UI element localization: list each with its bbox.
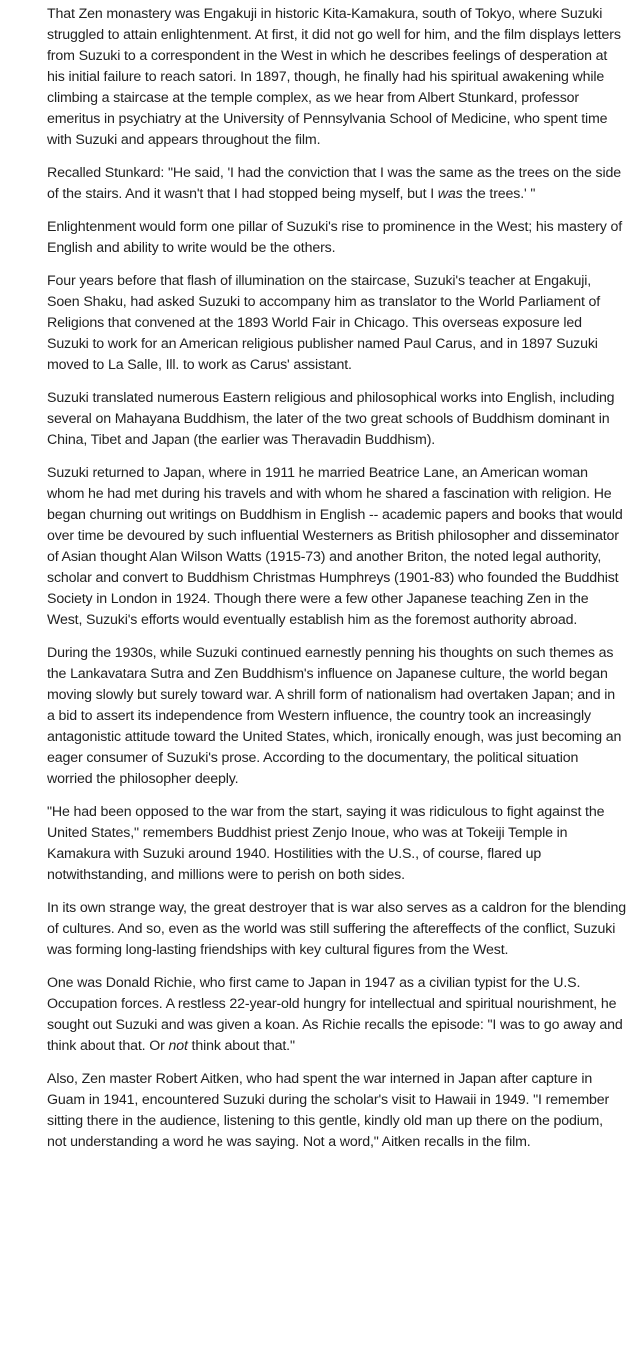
paragraph-1930s: During the 1930s, while Suzuki continued earnestly penning his thoughts on such themes as the Lankavatara Sutra and Zen Buddhism's influence on Japanese culture, the world began moving slowly but surely toward war. A shrill form of nationalism had overtaken Japan; and in a bid to assert its independence from Western influence, the country took an increasingly antagonistic attitude toward the United States, which, ironically enough, was just becoming an eager consumer of Suzuki's prose. According to the documentary, the political situation worried the philosopher deeply. <box>47 645 622 787</box>
paragraph-donald-richie <box>47 973 626 1057</box>
richie-text-start: One was Donald Richie, who first came to Japan in 1947 as a civilian typist for the U.S. Occupation forces. A restless 22-year-old hungry for intellectual and spiritual nourishment, he sought out Suzuki and was given a koan. As Richie recalls the episode: "I was to go away and think about that. Or <box>47 975 623 1054</box>
paragraph-return-to-japan: Suzuki returned to Japan, where in 1911 he married Beatrice Lane, an American woman whom he had met during his travels and with whom he shared a fascination with religion. He began churning out writings on Buddhism in English -- academic papers and books that would over time be devoured by such influential Westerners as British philosopher and disseminator of Asian thought Alan Wilson Watts (1915-73) and another Briton, the noted legal authority, scholar and convert to Buddhism Christmas Humphreys (1901-83) who founded the Buddhist Society in London in 1924. Though there were a few other Japanese teaching Zen in the West, Suzuki's efforts would eventually establish him as the foremost authority abroad. <box>47 465 623 628</box>
richie-text-end: think about that." <box>187 1038 295 1054</box>
paragraph-enlightenment-pillar: Enlightenment would form one pillar of Suzuki's rise to prominence in the West; his mastery of English and ability to write would be the others. <box>47 219 623 256</box>
emphasis-not: not <box>168 1038 188 1054</box>
paragraph-war-caldron: In its own strange way, the great destroyer that is war also serves as a caldron for the blending of cultures. And so, even as the world was still suffering the aftereffects of the conflict, Suzuki was forming long-lasting friendships with key cultural figures from the West. <box>47 900 627 958</box>
paragraph-engakuji: That Zen monastery was Engakuji in historic Kita-Kamakura, south of Tokyo, where Suzuki struggled to attain enlightenment. At first, it did not go well for him, and the film displays letters from Suzuki to a correspondent in the West in which he describes feelings of desperation at his initial failure to reach satori. In 1897, though, he finally had his spiritual awakening while climbing a staircase at the temple complex, as we hear from Albert Stunkard, professor emeritus in psychiatry at the University of Pennsylvania School of Medicine, who spent time with Suzuki and appears throughout the film. <box>47 6 621 148</box>
emphasis-was: was <box>437 186 463 202</box>
paragraph-inoue-quote: "He had been opposed to the war from the start, saying it was ridiculous to fight against the United States," remembers Buddhist priest Zenjo Inoue, who was at Tokeiji Temple in Kamakura with Suzuki around 1940. Hostilities with the U.S., of course, flared up notwithstanding, and millions were to perish on both sides. <box>47 804 605 883</box>
paragraph-robert-aitken: Also, Zen master Robert Aitken, who had spent the war interned in Japan after capture in Guam in 1941, encountered Suzuki during the scholar's visit to Hawaii in 1949. "I remember sitting there in the audience, listening to this gentle, kindly old man up there on the podium, not understanding a word he was saying. Not a word," Aitken recalls in the film. <box>47 1071 610 1150</box>
quote-text-end: the trees.' " <box>462 186 536 202</box>
paragraph-stunkard-quote <box>47 163 626 205</box>
paragraph-soen-shaku: Four years before that flash of illumination on the staircase, Suzuki's teacher at Engakuji, Soen Shaku, had asked Suzuki to accompany him as translator to the World Parliament of Religions that convened at the 1893 World Fair in Chicago. This overseas exposure led Suzuki to work for an American religious publisher named Paul Carus, and in 1897 Suzuki moved to La Salle, Ill. to work as Carus' assistant. <box>47 273 601 373</box>
quote-text-start: Recalled Stunkard: "He said, 'I had the conviction that I was the same as the trees on the side of the stairs. And it wasn't that I had stopped being myself, but I <box>47 165 621 202</box>
paragraph-translations: Suzuki translated numerous Eastern religious and philosophical works into English, including several on Mahayana Buddhism, the later of the two great schools of Buddhism dominant in China, Tibet and Japan (the earlier was Theravadin Buddhism). <box>47 390 615 448</box>
